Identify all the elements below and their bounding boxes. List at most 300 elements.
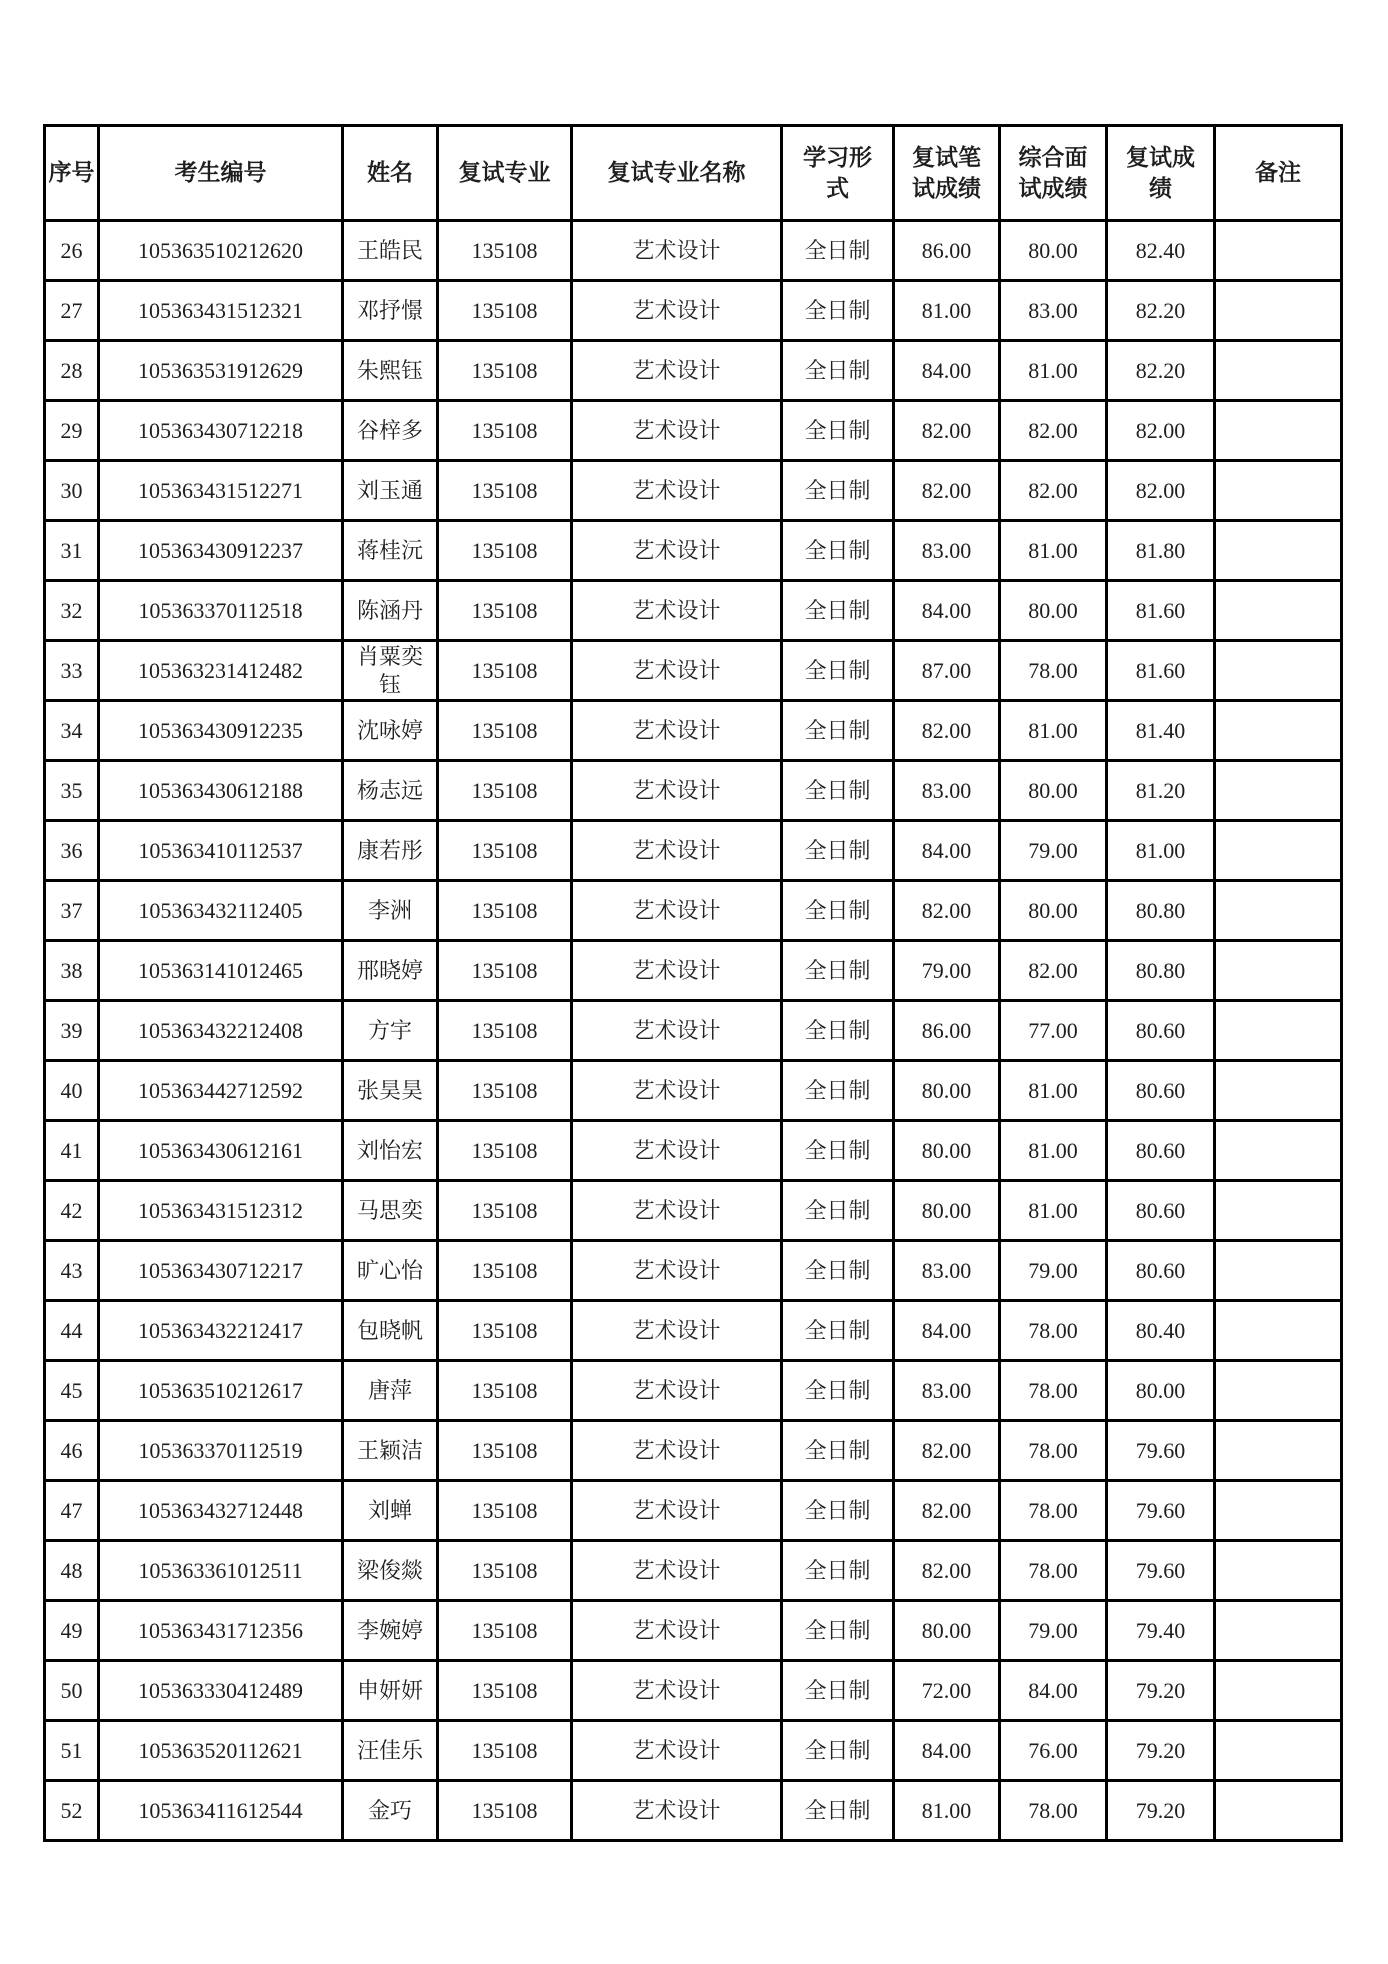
cell-name: 杨志远 bbox=[343, 761, 438, 821]
cell-final: 79.60 bbox=[1107, 1481, 1215, 1541]
cell-seq: 45 bbox=[45, 1361, 99, 1421]
cell-remark bbox=[1215, 1661, 1342, 1721]
cell-major_code: 135108 bbox=[438, 281, 572, 341]
table-row bbox=[45, 821, 1342, 881]
cell-written: 83.00 bbox=[894, 1361, 1000, 1421]
cell-name: 方宇 bbox=[343, 1001, 438, 1061]
cell-written: 80.00 bbox=[894, 1061, 1000, 1121]
cell-study_form: 全日制 bbox=[782, 221, 894, 281]
table-row bbox=[45, 941, 1342, 1001]
cell-seq: 52 bbox=[45, 1781, 99, 1841]
cell-name: 沈咏婷 bbox=[343, 701, 438, 761]
cell-major_name: 艺术设计 bbox=[572, 461, 782, 521]
cell-final: 82.00 bbox=[1107, 461, 1215, 521]
cell-name: 王皓民 bbox=[343, 221, 438, 281]
cell-name: 康若彤 bbox=[343, 821, 438, 881]
cell-interview: 81.00 bbox=[1000, 1121, 1107, 1181]
cell-remark bbox=[1215, 1301, 1342, 1361]
cell-written: 83.00 bbox=[894, 521, 1000, 581]
column-header-interview: 综合面试成绩 bbox=[1000, 126, 1107, 221]
cell-written: 80.00 bbox=[894, 1181, 1000, 1241]
cell-remark bbox=[1215, 821, 1342, 881]
column-header-major_code: 复试专业 bbox=[438, 126, 572, 221]
cell-id: 105363432112405 bbox=[99, 881, 343, 941]
cell-remark bbox=[1215, 1781, 1342, 1841]
cell-remark bbox=[1215, 641, 1342, 701]
cell-interview: 84.00 bbox=[1000, 1661, 1107, 1721]
cell-id: 105363510212620 bbox=[99, 221, 343, 281]
cell-remark bbox=[1215, 1361, 1342, 1421]
cell-major_code: 135108 bbox=[438, 1001, 572, 1061]
cell-major_name: 艺术设计 bbox=[572, 701, 782, 761]
cell-final: 81.60 bbox=[1107, 581, 1215, 641]
cell-seq: 26 bbox=[45, 221, 99, 281]
cell-interview: 76.00 bbox=[1000, 1721, 1107, 1781]
cell-study_form: 全日制 bbox=[782, 1421, 894, 1481]
cell-written: 84.00 bbox=[894, 581, 1000, 641]
column-header-final: 复试成绩 bbox=[1107, 126, 1215, 221]
cell-written: 84.00 bbox=[894, 1301, 1000, 1361]
cell-remark bbox=[1215, 1421, 1342, 1481]
cell-major_code: 135108 bbox=[438, 1481, 572, 1541]
cell-written: 72.00 bbox=[894, 1661, 1000, 1721]
cell-study_form: 全日制 bbox=[782, 1181, 894, 1241]
cell-major_code: 135108 bbox=[438, 1361, 572, 1421]
cell-major_name: 艺术设计 bbox=[572, 881, 782, 941]
cell-remark bbox=[1215, 1241, 1342, 1301]
cell-major_code: 135108 bbox=[438, 1181, 572, 1241]
cell-interview: 83.00 bbox=[1000, 281, 1107, 341]
cell-remark bbox=[1215, 1181, 1342, 1241]
cell-study_form: 全日制 bbox=[782, 1121, 894, 1181]
table-row bbox=[45, 1361, 1342, 1421]
cell-written: 82.00 bbox=[894, 1421, 1000, 1481]
cell-interview: 81.00 bbox=[1000, 701, 1107, 761]
cell-major_code: 135108 bbox=[438, 641, 572, 701]
table-row bbox=[45, 521, 1342, 581]
cell-name: 王颖洁 bbox=[343, 1421, 438, 1481]
cell-study_form: 全日制 bbox=[782, 1601, 894, 1661]
cell-name: 包晓帆 bbox=[343, 1301, 438, 1361]
cell-id: 105363231412482 bbox=[99, 641, 343, 701]
cell-study_form: 全日制 bbox=[782, 341, 894, 401]
cell-id: 105363431712356 bbox=[99, 1601, 343, 1661]
cell-final: 80.00 bbox=[1107, 1361, 1215, 1421]
cell-study_form: 全日制 bbox=[782, 641, 894, 701]
cell-major_name: 艺术设计 bbox=[572, 1541, 782, 1601]
cell-final: 80.40 bbox=[1107, 1301, 1215, 1361]
cell-major_code: 135108 bbox=[438, 1241, 572, 1301]
cell-name: 肖粟奕钰 bbox=[343, 641, 438, 701]
cell-final: 79.20 bbox=[1107, 1781, 1215, 1841]
cell-major_code: 135108 bbox=[438, 1121, 572, 1181]
cell-major_code: 135108 bbox=[438, 461, 572, 521]
cell-final: 81.40 bbox=[1107, 701, 1215, 761]
cell-major_name: 艺术设计 bbox=[572, 821, 782, 881]
cell-name: 刘怡宏 bbox=[343, 1121, 438, 1181]
cell-written: 83.00 bbox=[894, 1241, 1000, 1301]
cell-major_name: 艺术设计 bbox=[572, 1301, 782, 1361]
cell-id: 105363430712218 bbox=[99, 401, 343, 461]
cell-study_form: 全日制 bbox=[782, 701, 894, 761]
score-table bbox=[43, 124, 1343, 1842]
cell-written: 82.00 bbox=[894, 1481, 1000, 1541]
cell-name: 梁俊燚 bbox=[343, 1541, 438, 1601]
cell-final: 80.60 bbox=[1107, 1241, 1215, 1301]
cell-major_name: 艺术设计 bbox=[572, 1661, 782, 1721]
cell-written: 81.00 bbox=[894, 1781, 1000, 1841]
cell-final: 82.20 bbox=[1107, 341, 1215, 401]
cell-remark bbox=[1215, 521, 1342, 581]
cell-name: 邓抒憬 bbox=[343, 281, 438, 341]
cell-remark bbox=[1215, 581, 1342, 641]
cell-written: 79.00 bbox=[894, 941, 1000, 1001]
cell-remark bbox=[1215, 461, 1342, 521]
table-row bbox=[45, 761, 1342, 821]
cell-major_name: 艺术设计 bbox=[572, 581, 782, 641]
cell-major_name: 艺术设计 bbox=[572, 281, 782, 341]
cell-seq: 44 bbox=[45, 1301, 99, 1361]
cell-id: 105363370112518 bbox=[99, 581, 343, 641]
cell-remark bbox=[1215, 701, 1342, 761]
cell-written: 80.00 bbox=[894, 1601, 1000, 1661]
cell-study_form: 全日制 bbox=[782, 821, 894, 881]
cell-final: 80.80 bbox=[1107, 881, 1215, 941]
cell-study_form: 全日制 bbox=[782, 761, 894, 821]
cell-remark bbox=[1215, 1121, 1342, 1181]
cell-id: 105363432212408 bbox=[99, 1001, 343, 1061]
cell-major_name: 艺术设计 bbox=[572, 1601, 782, 1661]
cell-study_form: 全日制 bbox=[782, 521, 894, 581]
column-header-seq: 序号 bbox=[45, 126, 99, 221]
cell-interview: 78.00 bbox=[1000, 1481, 1107, 1541]
cell-remark bbox=[1215, 1721, 1342, 1781]
cell-final: 81.00 bbox=[1107, 821, 1215, 881]
cell-major_name: 艺术设计 bbox=[572, 1481, 782, 1541]
cell-seq: 33 bbox=[45, 641, 99, 701]
cell-id: 105363430912235 bbox=[99, 701, 343, 761]
cell-final: 79.60 bbox=[1107, 1421, 1215, 1481]
cell-interview: 79.00 bbox=[1000, 1601, 1107, 1661]
cell-study_form: 全日制 bbox=[782, 881, 894, 941]
cell-study_form: 全日制 bbox=[782, 1001, 894, 1061]
cell-seq: 41 bbox=[45, 1121, 99, 1181]
cell-written: 84.00 bbox=[894, 821, 1000, 881]
cell-id: 105363510212617 bbox=[99, 1361, 343, 1421]
cell-name: 刘蝉 bbox=[343, 1481, 438, 1541]
cell-remark bbox=[1215, 221, 1342, 281]
cell-seq: 30 bbox=[45, 461, 99, 521]
cell-id: 105363361012511 bbox=[99, 1541, 343, 1601]
table-row bbox=[45, 1781, 1342, 1841]
table-header bbox=[45, 126, 1342, 221]
cell-major_name: 艺术设计 bbox=[572, 1181, 782, 1241]
cell-written: 83.00 bbox=[894, 761, 1000, 821]
cell-major_name: 艺术设计 bbox=[572, 1121, 782, 1181]
cell-interview: 81.00 bbox=[1000, 1181, 1107, 1241]
column-header-study_form: 学习形式 bbox=[782, 126, 894, 221]
cell-major_name: 艺术设计 bbox=[572, 1781, 782, 1841]
table-row bbox=[45, 1301, 1342, 1361]
cell-final: 79.20 bbox=[1107, 1661, 1215, 1721]
cell-name: 马思奕 bbox=[343, 1181, 438, 1241]
cell-interview: 79.00 bbox=[1000, 821, 1107, 881]
cell-interview: 77.00 bbox=[1000, 1001, 1107, 1061]
cell-seq: 38 bbox=[45, 941, 99, 1001]
cell-final: 79.40 bbox=[1107, 1601, 1215, 1661]
cell-id: 105363531912629 bbox=[99, 341, 343, 401]
cell-final: 80.60 bbox=[1107, 1001, 1215, 1061]
cell-seq: 32 bbox=[45, 581, 99, 641]
table-row bbox=[45, 281, 1342, 341]
cell-written: 82.00 bbox=[894, 1541, 1000, 1601]
cell-written: 82.00 bbox=[894, 881, 1000, 941]
table-row bbox=[45, 1601, 1342, 1661]
cell-seq: 27 bbox=[45, 281, 99, 341]
cell-id: 105363442712592 bbox=[99, 1061, 343, 1121]
cell-remark bbox=[1215, 1481, 1342, 1541]
cell-major_code: 135108 bbox=[438, 581, 572, 641]
cell-name: 朱熙钰 bbox=[343, 341, 438, 401]
cell-major_code: 135108 bbox=[438, 821, 572, 881]
table-row bbox=[45, 1061, 1342, 1121]
cell-remark bbox=[1215, 341, 1342, 401]
cell-name: 金巧 bbox=[343, 1781, 438, 1841]
cell-major_code: 135108 bbox=[438, 761, 572, 821]
cell-remark bbox=[1215, 881, 1342, 941]
table-row bbox=[45, 641, 1342, 701]
cell-name: 旷心怡 bbox=[343, 1241, 438, 1301]
cell-study_form: 全日制 bbox=[782, 1481, 894, 1541]
cell-major_code: 135108 bbox=[438, 1421, 572, 1481]
cell-id: 105363432712448 bbox=[99, 1481, 343, 1541]
cell-id: 105363520112621 bbox=[99, 1721, 343, 1781]
cell-id: 105363410112537 bbox=[99, 821, 343, 881]
cell-seq: 40 bbox=[45, 1061, 99, 1121]
cell-final: 79.20 bbox=[1107, 1721, 1215, 1781]
cell-study_form: 全日制 bbox=[782, 1061, 894, 1121]
cell-written: 87.00 bbox=[894, 641, 1000, 701]
column-header-id: 考生编号 bbox=[99, 126, 343, 221]
cell-final: 82.00 bbox=[1107, 401, 1215, 461]
table-row bbox=[45, 401, 1342, 461]
cell-name: 邢晓婷 bbox=[343, 941, 438, 1001]
cell-id: 105363330412489 bbox=[99, 1661, 343, 1721]
table-row bbox=[45, 581, 1342, 641]
cell-major_code: 135108 bbox=[438, 521, 572, 581]
cell-major_code: 135108 bbox=[438, 1721, 572, 1781]
cell-remark bbox=[1215, 761, 1342, 821]
cell-major_name: 艺术设计 bbox=[572, 1001, 782, 1061]
cell-remark bbox=[1215, 1601, 1342, 1661]
cell-interview: 80.00 bbox=[1000, 881, 1107, 941]
table-row bbox=[45, 881, 1342, 941]
cell-study_form: 全日制 bbox=[782, 1241, 894, 1301]
cell-major_name: 艺术设计 bbox=[572, 1061, 782, 1121]
cell-major_code: 135108 bbox=[438, 1661, 572, 1721]
table-row bbox=[45, 1661, 1342, 1721]
cell-name: 申妍妍 bbox=[343, 1661, 438, 1721]
cell-interview: 79.00 bbox=[1000, 1241, 1107, 1301]
cell-name: 唐萍 bbox=[343, 1361, 438, 1421]
cell-written: 84.00 bbox=[894, 1721, 1000, 1781]
cell-major_name: 艺术设计 bbox=[572, 761, 782, 821]
column-header-name: 姓名 bbox=[343, 126, 438, 221]
cell-major_code: 135108 bbox=[438, 701, 572, 761]
cell-seq: 43 bbox=[45, 1241, 99, 1301]
cell-seq: 48 bbox=[45, 1541, 99, 1601]
cell-written: 86.00 bbox=[894, 221, 1000, 281]
cell-name: 谷梓多 bbox=[343, 401, 438, 461]
cell-final: 79.60 bbox=[1107, 1541, 1215, 1601]
cell-name: 汪佳乐 bbox=[343, 1721, 438, 1781]
cell-seq: 39 bbox=[45, 1001, 99, 1061]
cell-id: 105363431512271 bbox=[99, 461, 343, 521]
cell-seq: 36 bbox=[45, 821, 99, 881]
cell-major_name: 艺术设计 bbox=[572, 641, 782, 701]
table-row bbox=[45, 1541, 1342, 1601]
cell-interview: 78.00 bbox=[1000, 641, 1107, 701]
cell-major_code: 135108 bbox=[438, 881, 572, 941]
cell-seq: 35 bbox=[45, 761, 99, 821]
cell-name: 刘玉通 bbox=[343, 461, 438, 521]
cell-id: 105363431512321 bbox=[99, 281, 343, 341]
cell-name: 陈涵丹 bbox=[343, 581, 438, 641]
cell-written: 82.00 bbox=[894, 461, 1000, 521]
cell-name: 李洲 bbox=[343, 881, 438, 941]
cell-id: 105363141012465 bbox=[99, 941, 343, 1001]
cell-seq: 29 bbox=[45, 401, 99, 461]
cell-study_form: 全日制 bbox=[782, 461, 894, 521]
cell-study_form: 全日制 bbox=[782, 281, 894, 341]
cell-id: 105363411612544 bbox=[99, 1781, 343, 1841]
cell-major_code: 135108 bbox=[438, 401, 572, 461]
cell-interview: 81.00 bbox=[1000, 521, 1107, 581]
table-row bbox=[45, 461, 1342, 521]
cell-id: 105363430712217 bbox=[99, 1241, 343, 1301]
table-row bbox=[45, 341, 1342, 401]
cell-remark bbox=[1215, 401, 1342, 461]
column-header-remark: 备注 bbox=[1215, 126, 1342, 221]
cell-final: 81.60 bbox=[1107, 641, 1215, 701]
cell-seq: 31 bbox=[45, 521, 99, 581]
cell-interview: 78.00 bbox=[1000, 1421, 1107, 1481]
cell-seq: 50 bbox=[45, 1661, 99, 1721]
cell-interview: 81.00 bbox=[1000, 1061, 1107, 1121]
cell-interview: 80.00 bbox=[1000, 221, 1107, 281]
cell-id: 105363430912237 bbox=[99, 521, 343, 581]
cell-final: 81.80 bbox=[1107, 521, 1215, 581]
cell-major_code: 135108 bbox=[438, 1301, 572, 1361]
cell-written: 82.00 bbox=[894, 401, 1000, 461]
cell-major_name: 艺术设计 bbox=[572, 1361, 782, 1421]
cell-final: 80.60 bbox=[1107, 1061, 1215, 1121]
cell-major_code: 135108 bbox=[438, 341, 572, 401]
table-row bbox=[45, 1481, 1342, 1541]
cell-interview: 78.00 bbox=[1000, 1541, 1107, 1601]
cell-name: 张昊昊 bbox=[343, 1061, 438, 1121]
table-row bbox=[45, 221, 1342, 281]
cell-interview: 80.00 bbox=[1000, 761, 1107, 821]
cell-id: 105363432212417 bbox=[99, 1301, 343, 1361]
cell-interview: 78.00 bbox=[1000, 1361, 1107, 1421]
cell-seq: 42 bbox=[45, 1181, 99, 1241]
cell-study_form: 全日制 bbox=[782, 1361, 894, 1421]
table-header-row bbox=[45, 126, 1342, 221]
cell-major_code: 135108 bbox=[438, 1541, 572, 1601]
cell-written: 80.00 bbox=[894, 1121, 1000, 1181]
cell-final: 80.60 bbox=[1107, 1121, 1215, 1181]
table-row bbox=[45, 1181, 1342, 1241]
cell-major_name: 艺术设计 bbox=[572, 221, 782, 281]
cell-major_name: 艺术设计 bbox=[572, 941, 782, 1001]
cell-interview: 82.00 bbox=[1000, 941, 1107, 1001]
cell-study_form: 全日制 bbox=[782, 1301, 894, 1361]
cell-major_name: 艺术设计 bbox=[572, 401, 782, 461]
cell-major_name: 艺术设计 bbox=[572, 1721, 782, 1781]
cell-major_code: 135108 bbox=[438, 221, 572, 281]
table-row bbox=[45, 1421, 1342, 1481]
cell-final: 81.20 bbox=[1107, 761, 1215, 821]
cell-id: 105363431512312 bbox=[99, 1181, 343, 1241]
cell-written: 86.00 bbox=[894, 1001, 1000, 1061]
cell-major_code: 135108 bbox=[438, 941, 572, 1001]
cell-major_code: 135108 bbox=[438, 1781, 572, 1841]
cell-seq: 37 bbox=[45, 881, 99, 941]
cell-study_form: 全日制 bbox=[782, 1661, 894, 1721]
cell-final: 80.60 bbox=[1107, 1181, 1215, 1241]
cell-id: 105363430612188 bbox=[99, 761, 343, 821]
table-row bbox=[45, 1121, 1342, 1181]
cell-major_name: 艺术设计 bbox=[572, 1241, 782, 1301]
table-row bbox=[45, 1241, 1342, 1301]
cell-seq: 47 bbox=[45, 1481, 99, 1541]
cell-remark bbox=[1215, 1541, 1342, 1601]
cell-seq: 51 bbox=[45, 1721, 99, 1781]
cell-name: 李婉婷 bbox=[343, 1601, 438, 1661]
cell-seq: 34 bbox=[45, 701, 99, 761]
cell-seq: 49 bbox=[45, 1601, 99, 1661]
table-row bbox=[45, 1721, 1342, 1781]
cell-written: 81.00 bbox=[894, 281, 1000, 341]
cell-study_form: 全日制 bbox=[782, 401, 894, 461]
cell-seq: 46 bbox=[45, 1421, 99, 1481]
cell-study_form: 全日制 bbox=[782, 1541, 894, 1601]
cell-interview: 81.00 bbox=[1000, 341, 1107, 401]
cell-major_name: 艺术设计 bbox=[572, 341, 782, 401]
cell-study_form: 全日制 bbox=[782, 1721, 894, 1781]
cell-interview: 82.00 bbox=[1000, 461, 1107, 521]
table-row bbox=[45, 701, 1342, 761]
cell-study_form: 全日制 bbox=[782, 581, 894, 641]
cell-written: 84.00 bbox=[894, 341, 1000, 401]
column-header-major_name: 复试专业名称 bbox=[572, 126, 782, 221]
cell-id: 105363430612161 bbox=[99, 1121, 343, 1181]
cell-interview: 80.00 bbox=[1000, 581, 1107, 641]
cell-study_form: 全日制 bbox=[782, 941, 894, 1001]
cell-major_code: 135108 bbox=[438, 1061, 572, 1121]
cell-written: 82.00 bbox=[894, 701, 1000, 761]
cell-interview: 78.00 bbox=[1000, 1301, 1107, 1361]
cell-study_form: 全日制 bbox=[782, 1781, 894, 1841]
cell-remark bbox=[1215, 281, 1342, 341]
cell-remark bbox=[1215, 1001, 1342, 1061]
cell-name: 蒋桂沅 bbox=[343, 521, 438, 581]
cell-major_name: 艺术设计 bbox=[572, 521, 782, 581]
cell-final: 80.80 bbox=[1107, 941, 1215, 1001]
table-row bbox=[45, 1001, 1342, 1061]
cell-interview: 82.00 bbox=[1000, 401, 1107, 461]
